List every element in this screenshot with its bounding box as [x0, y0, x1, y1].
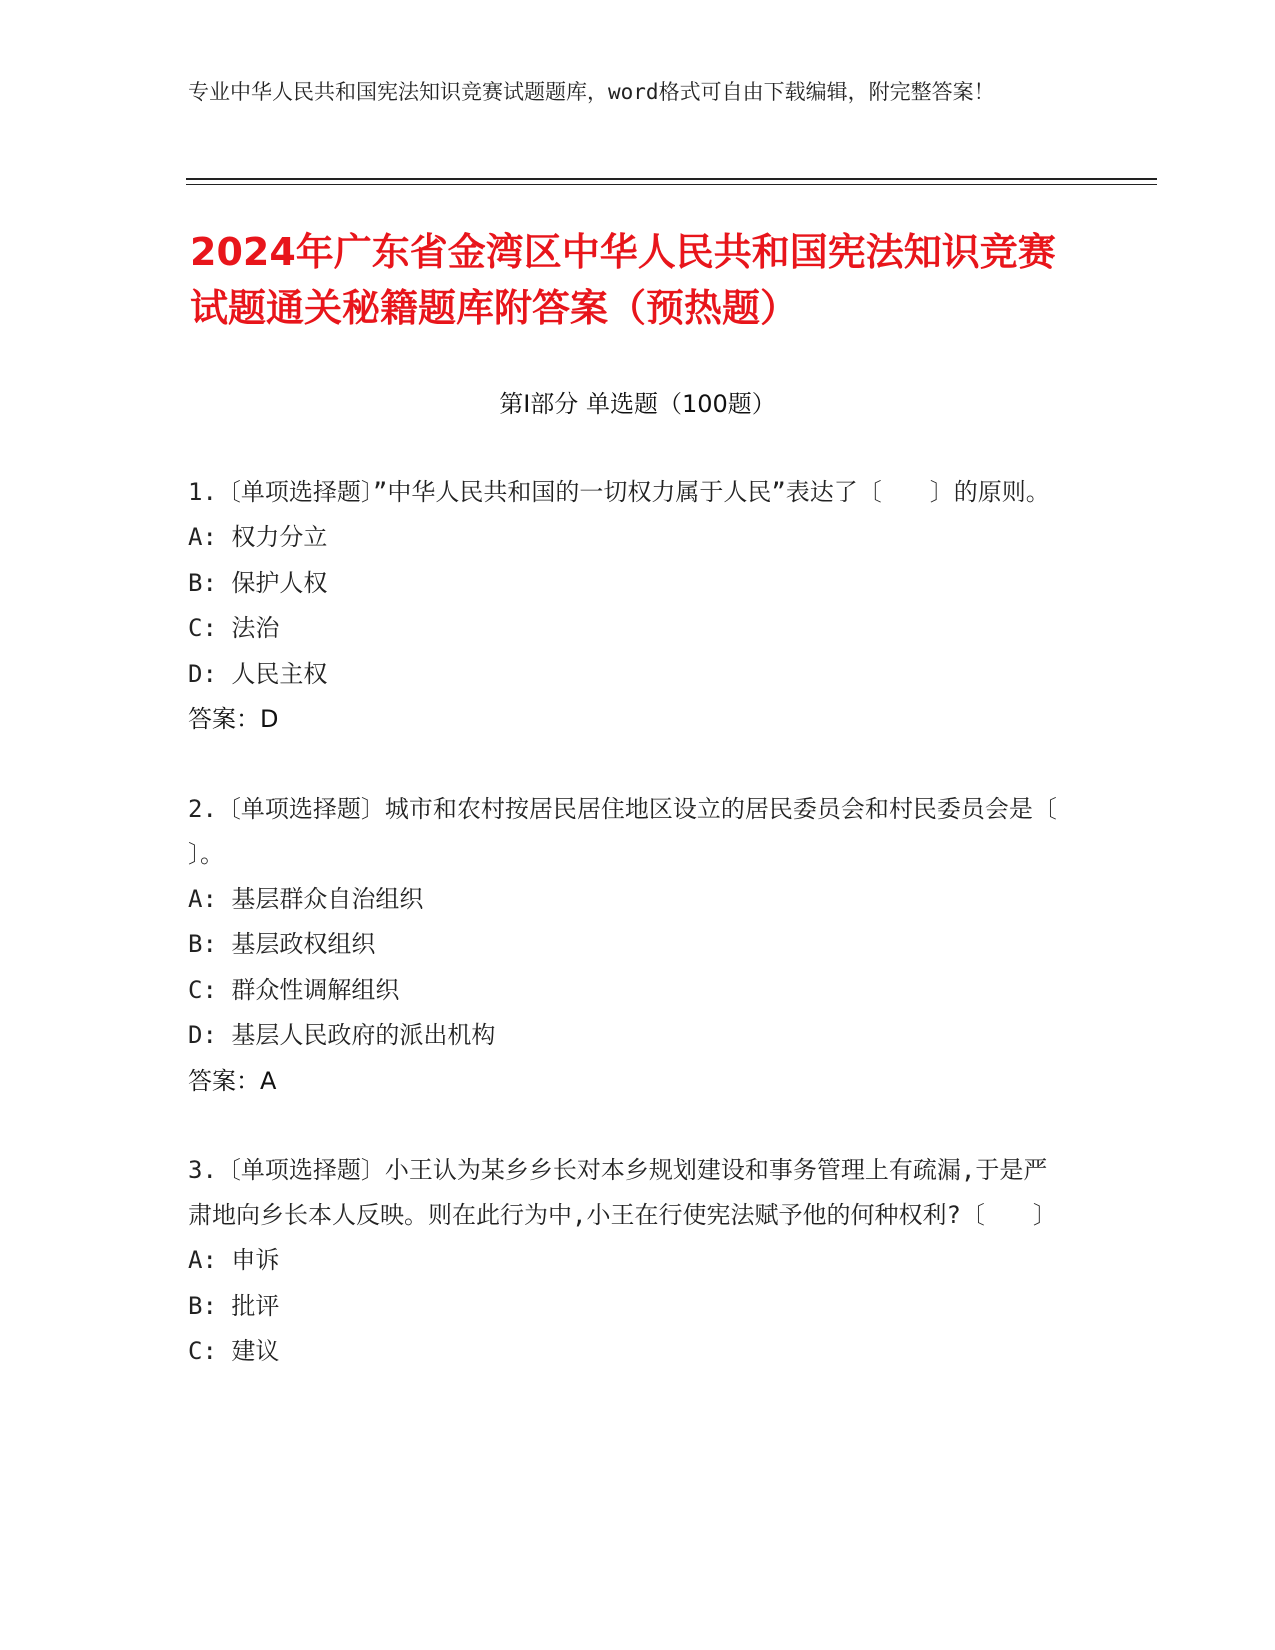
option-c	[188, 968, 1068, 1014]
question-1	[188, 470, 1068, 743]
header-divider-thin	[186, 184, 1157, 185]
option-label: B:	[188, 1291, 217, 1320]
option-label: C:	[188, 614, 217, 642]
header-divider-thick	[186, 178, 1157, 180]
question-stem: 1.〔单项选择题〕”中华人民共和国的一切权力属于人民”表达了〔 〕的原则。	[188, 478, 1050, 506]
option-a	[188, 1238, 1068, 1284]
option-text: 人民主权	[231, 659, 328, 688]
question-stem: 3.〔单项选择题〕小王认为某乡乡长对本乡规划建设和事务管理上有疏漏,于是严肃地向乡长本人反映。则在此行为中,小王在行使宪法赋予他的何种权利?〔 〕	[188, 1156, 1057, 1229]
option-b	[188, 561, 1068, 607]
option-text: 群众性调解组织	[231, 975, 400, 1004]
option-label: C:	[188, 1337, 217, 1365]
option-label: A:	[188, 1246, 217, 1274]
option-b	[188, 1284, 1068, 1330]
question-3	[188, 1148, 1068, 1375]
answer-line: 答案：A	[188, 1066, 277, 1095]
option-label: A:	[188, 523, 217, 551]
header-note: 专业中华人民共和国宪法知识竞赛试题题库，word格式可自由下载编辑，附完整答案！	[188, 80, 995, 104]
option-b	[188, 922, 1068, 968]
option-text: 申诉	[231, 1246, 280, 1274]
option-label: D:	[188, 1021, 217, 1049]
option-text: 权力分立	[231, 523, 328, 551]
document-title: 2024年广东省金湾区中华人民共和国宪法知识竞赛试题通关秘籍题库附答案（预热题）	[190, 230, 1056, 330]
option-label: D:	[188, 659, 217, 688]
option-text: 法治	[231, 614, 280, 642]
option-text: 批评	[231, 1291, 280, 1320]
option-d	[188, 1013, 1068, 1059]
option-c	[188, 606, 1068, 652]
option-label: A:	[188, 884, 217, 913]
question-2	[188, 787, 1105, 1105]
question-list	[188, 470, 1105, 1419]
option-a	[188, 515, 1068, 561]
option-c	[188, 1329, 1068, 1375]
option-text: 保护人权	[231, 568, 328, 597]
answer-line: 答案：D	[188, 705, 279, 733]
section-title: 第I部分 单选题（100题）	[499, 390, 776, 418]
option-text: 基层人民政府的派出机构	[231, 1021, 496, 1049]
option-text: 基层群众自治组织	[231, 884, 424, 913]
option-label: B:	[188, 568, 217, 597]
option-d	[188, 652, 1068, 698]
option-label: C:	[188, 975, 217, 1004]
option-text: 基层政权组织	[231, 930, 376, 958]
option-a	[188, 877, 1068, 923]
question-stem: 2.〔单项选择题〕城市和农村按居民居住地区设立的居民委员会和村民委员会是〔 〕。	[188, 794, 1105, 868]
option-label: B:	[188, 930, 217, 958]
option-text: 建议	[231, 1337, 280, 1365]
